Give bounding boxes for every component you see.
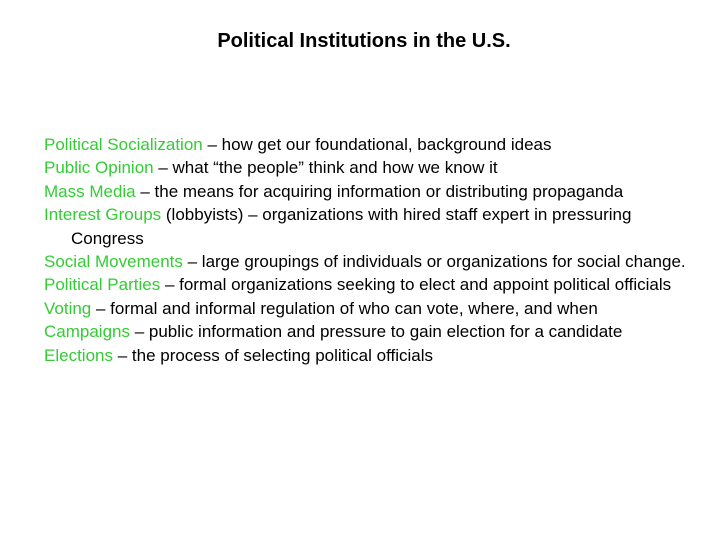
list-item-political-socialization (44, 133, 694, 156)
list-item-social-movements (44, 250, 694, 273)
description: – the means for acquiring information or distributing propaganda (135, 181, 624, 201)
term: Elections (44, 345, 113, 365)
term: Political Parties (44, 275, 161, 295)
list-item-campaigns (44, 320, 694, 343)
list-item-voting (44, 297, 694, 320)
institutions-list (44, 133, 694, 367)
term: Mass Media (44, 181, 136, 201)
term: Campaigns (44, 322, 130, 342)
slide-title-text: Political Institutions in the U.S. (217, 30, 511, 52)
term: Social Movements (44, 252, 183, 272)
list-item-political-parties (44, 273, 694, 296)
description: – formal organizations seeking to elect and appoint political officials (160, 275, 672, 295)
slide-title (0, 27, 728, 55)
list-item-elections (44, 344, 694, 367)
list-item-interest-groups (44, 203, 694, 250)
description: – what “the people” think and how we know it (153, 158, 498, 178)
term: Political Socialization (44, 135, 203, 154)
list-item-mass-media (44, 180, 694, 203)
description: – formal and informal regulation of who can vote, where, and when (91, 298, 598, 318)
description: – how get our foundational, background ideas (202, 135, 552, 154)
term: Public Opinion (44, 158, 154, 178)
description: (lobbyists) – organizations with hired staff expert in pressuring Congress (71, 205, 632, 248)
description: – public information and pressure to gain election for a candidate (130, 322, 623, 342)
list-item-public-opinion (44, 156, 694, 179)
description: – large groupings of individuals or organizations for social change. (182, 252, 686, 272)
term: Voting (44, 298, 92, 318)
description: – the process of selecting political officials (112, 345, 434, 365)
term: Interest Groups (44, 205, 162, 225)
